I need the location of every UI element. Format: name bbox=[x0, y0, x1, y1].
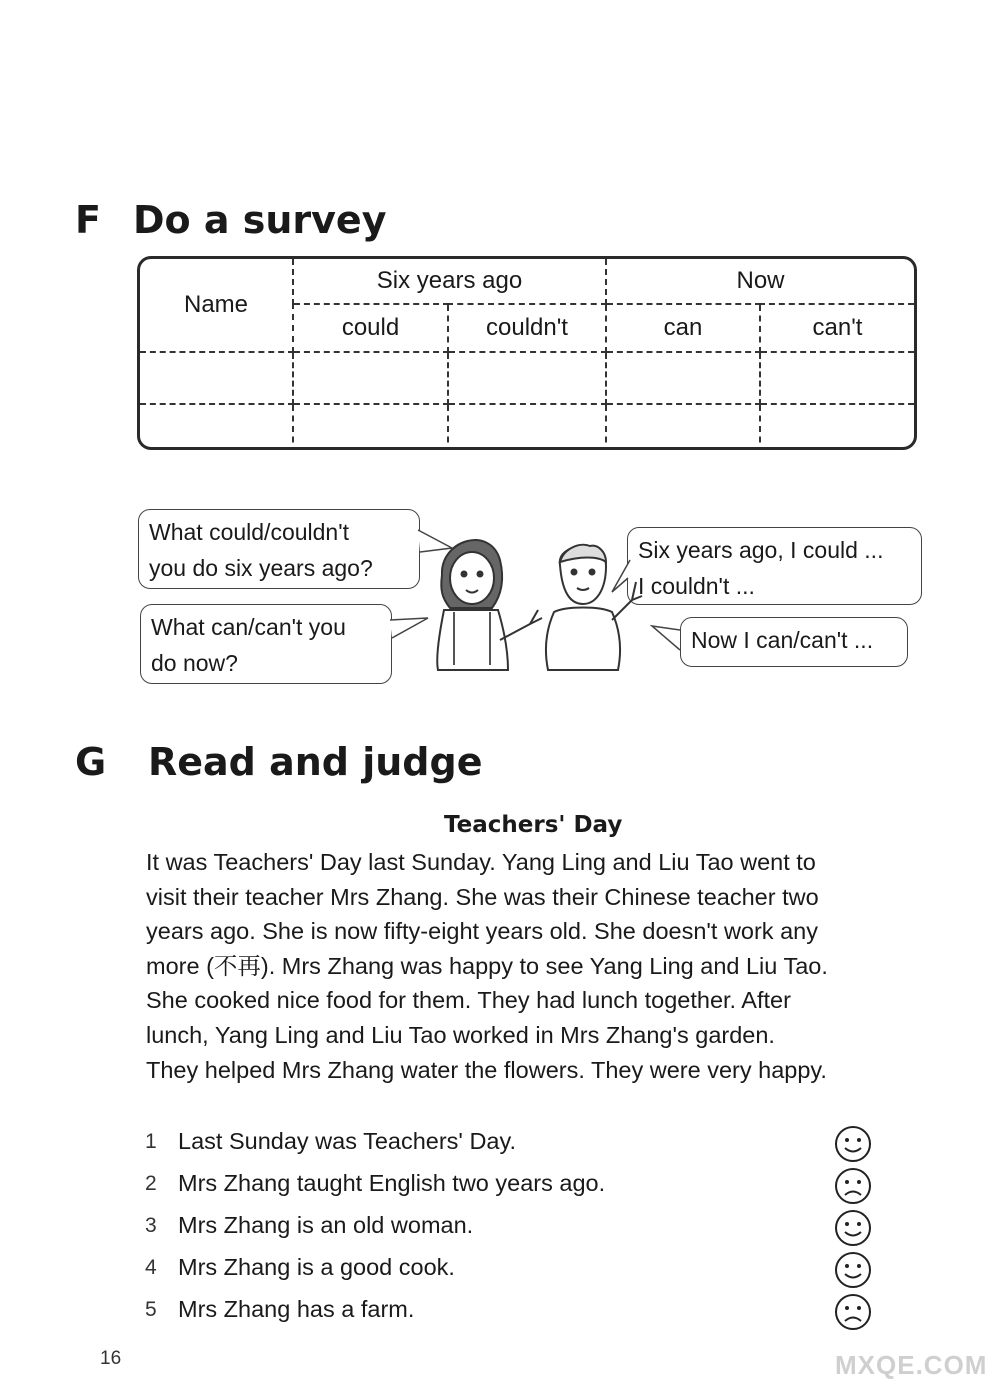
statement-number: 5 bbox=[145, 1298, 157, 1321]
survey-cell[interactable] bbox=[760, 352, 914, 404]
judge-statement bbox=[145, 1208, 905, 1248]
survey-header-six-years-ago: Six years ago bbox=[293, 259, 606, 304]
survey-cell[interactable] bbox=[140, 404, 293, 450]
speech-bubble-girl-question-2 bbox=[140, 604, 392, 684]
statement-number: 4 bbox=[145, 1256, 157, 1279]
survey-cell[interactable] bbox=[448, 352, 606, 404]
happy-face-icon[interactable] bbox=[833, 1124, 873, 1164]
bubble-text: I couldn't ... bbox=[638, 573, 755, 599]
bubble-text: Now I can/can't ... bbox=[691, 627, 874, 653]
passage-line: lunch, Yang Ling and Liu Tao worked in Mrs Zhang's garden. bbox=[146, 1021, 775, 1048]
judge-statement bbox=[145, 1292, 905, 1332]
kids-illustration bbox=[380, 500, 680, 700]
passage-line: years ago. She is now fifty-eight years old. She doesn't work any bbox=[146, 918, 818, 945]
survey-header-now: Now bbox=[606, 259, 914, 304]
survey-table bbox=[137, 256, 917, 450]
survey-cell[interactable] bbox=[293, 352, 448, 404]
statement-number: 3 bbox=[145, 1214, 157, 1237]
section-f-title: Do a survey bbox=[133, 198, 387, 242]
speech-bubble-girl-question-1 bbox=[138, 509, 420, 589]
survey-subheader-can: can bbox=[606, 304, 760, 352]
section-g-title: Read and judge bbox=[148, 740, 483, 784]
watermark: MXQE.COM bbox=[835, 1350, 988, 1380]
bubble-text: do now? bbox=[151, 650, 238, 676]
page-number: 16 bbox=[100, 1348, 122, 1369]
reading-passage bbox=[146, 845, 828, 1087]
survey-cell[interactable] bbox=[760, 404, 914, 450]
survey-subheader-couldnt: couldn't bbox=[448, 304, 606, 352]
girl-figure bbox=[437, 540, 542, 670]
judge-statement bbox=[145, 1124, 905, 1164]
sad-face-icon[interactable] bbox=[833, 1166, 873, 1206]
passage-line: It was Teachers' Day last Sunday. Yang Ling and Liu Tao went to bbox=[146, 849, 816, 875]
bubble-text: What can/can't you bbox=[151, 614, 346, 640]
statement-number: 1 bbox=[145, 1130, 157, 1153]
survey-cell[interactable] bbox=[140, 352, 293, 404]
survey-cell[interactable] bbox=[293, 404, 448, 450]
survey-subheader-cant: can't bbox=[760, 304, 914, 352]
judge-statement bbox=[145, 1250, 905, 1290]
judge-statement bbox=[145, 1166, 905, 1206]
happy-face-icon[interactable] bbox=[833, 1208, 873, 1248]
statement-text: Mrs Zhang taught English two years ago. bbox=[178, 1170, 606, 1196]
speech-bubble-boy-answer-2 bbox=[680, 617, 908, 667]
statement-text: Last Sunday was Teachers' Day. bbox=[178, 1128, 517, 1154]
bubble-text: What could/couldn't bbox=[149, 519, 350, 545]
story-title: Teachers' Day bbox=[444, 812, 623, 838]
survey-cell[interactable] bbox=[606, 352, 760, 404]
survey-cell[interactable] bbox=[448, 404, 606, 450]
passage-line: visit their teacher Mrs Zhang. She was their Chinese teacher two bbox=[146, 883, 819, 910]
sad-face-icon[interactable] bbox=[833, 1292, 873, 1332]
section-g-letter: G bbox=[75, 740, 107, 784]
statement-text: Mrs Zhang has a farm. bbox=[178, 1296, 415, 1322]
section-f-letter: F bbox=[75, 198, 101, 242]
passage-line: more (不再). Mrs Zhang was happy to see Yang Ling and Liu Tao. bbox=[146, 952, 828, 979]
statement-number: 2 bbox=[145, 1172, 157, 1195]
survey-subheader-could: could bbox=[293, 304, 448, 352]
passage-line: They helped Mrs Zhang water the flowers. They were very happy. bbox=[146, 1056, 827, 1083]
bubble-text: you do six years ago? bbox=[149, 555, 373, 581]
bubble-text: Six years ago, I could ... bbox=[638, 537, 884, 563]
passage-line: She cooked nice food for them. They had lunch together. After bbox=[146, 987, 791, 1014]
survey-header-name: Name bbox=[140, 259, 293, 352]
statement-text: Mrs Zhang is an old woman. bbox=[178, 1212, 474, 1238]
statement-text: Mrs Zhang is a good cook. bbox=[178, 1254, 455, 1280]
happy-face-icon[interactable] bbox=[833, 1250, 873, 1290]
survey-cell[interactable] bbox=[606, 404, 760, 450]
